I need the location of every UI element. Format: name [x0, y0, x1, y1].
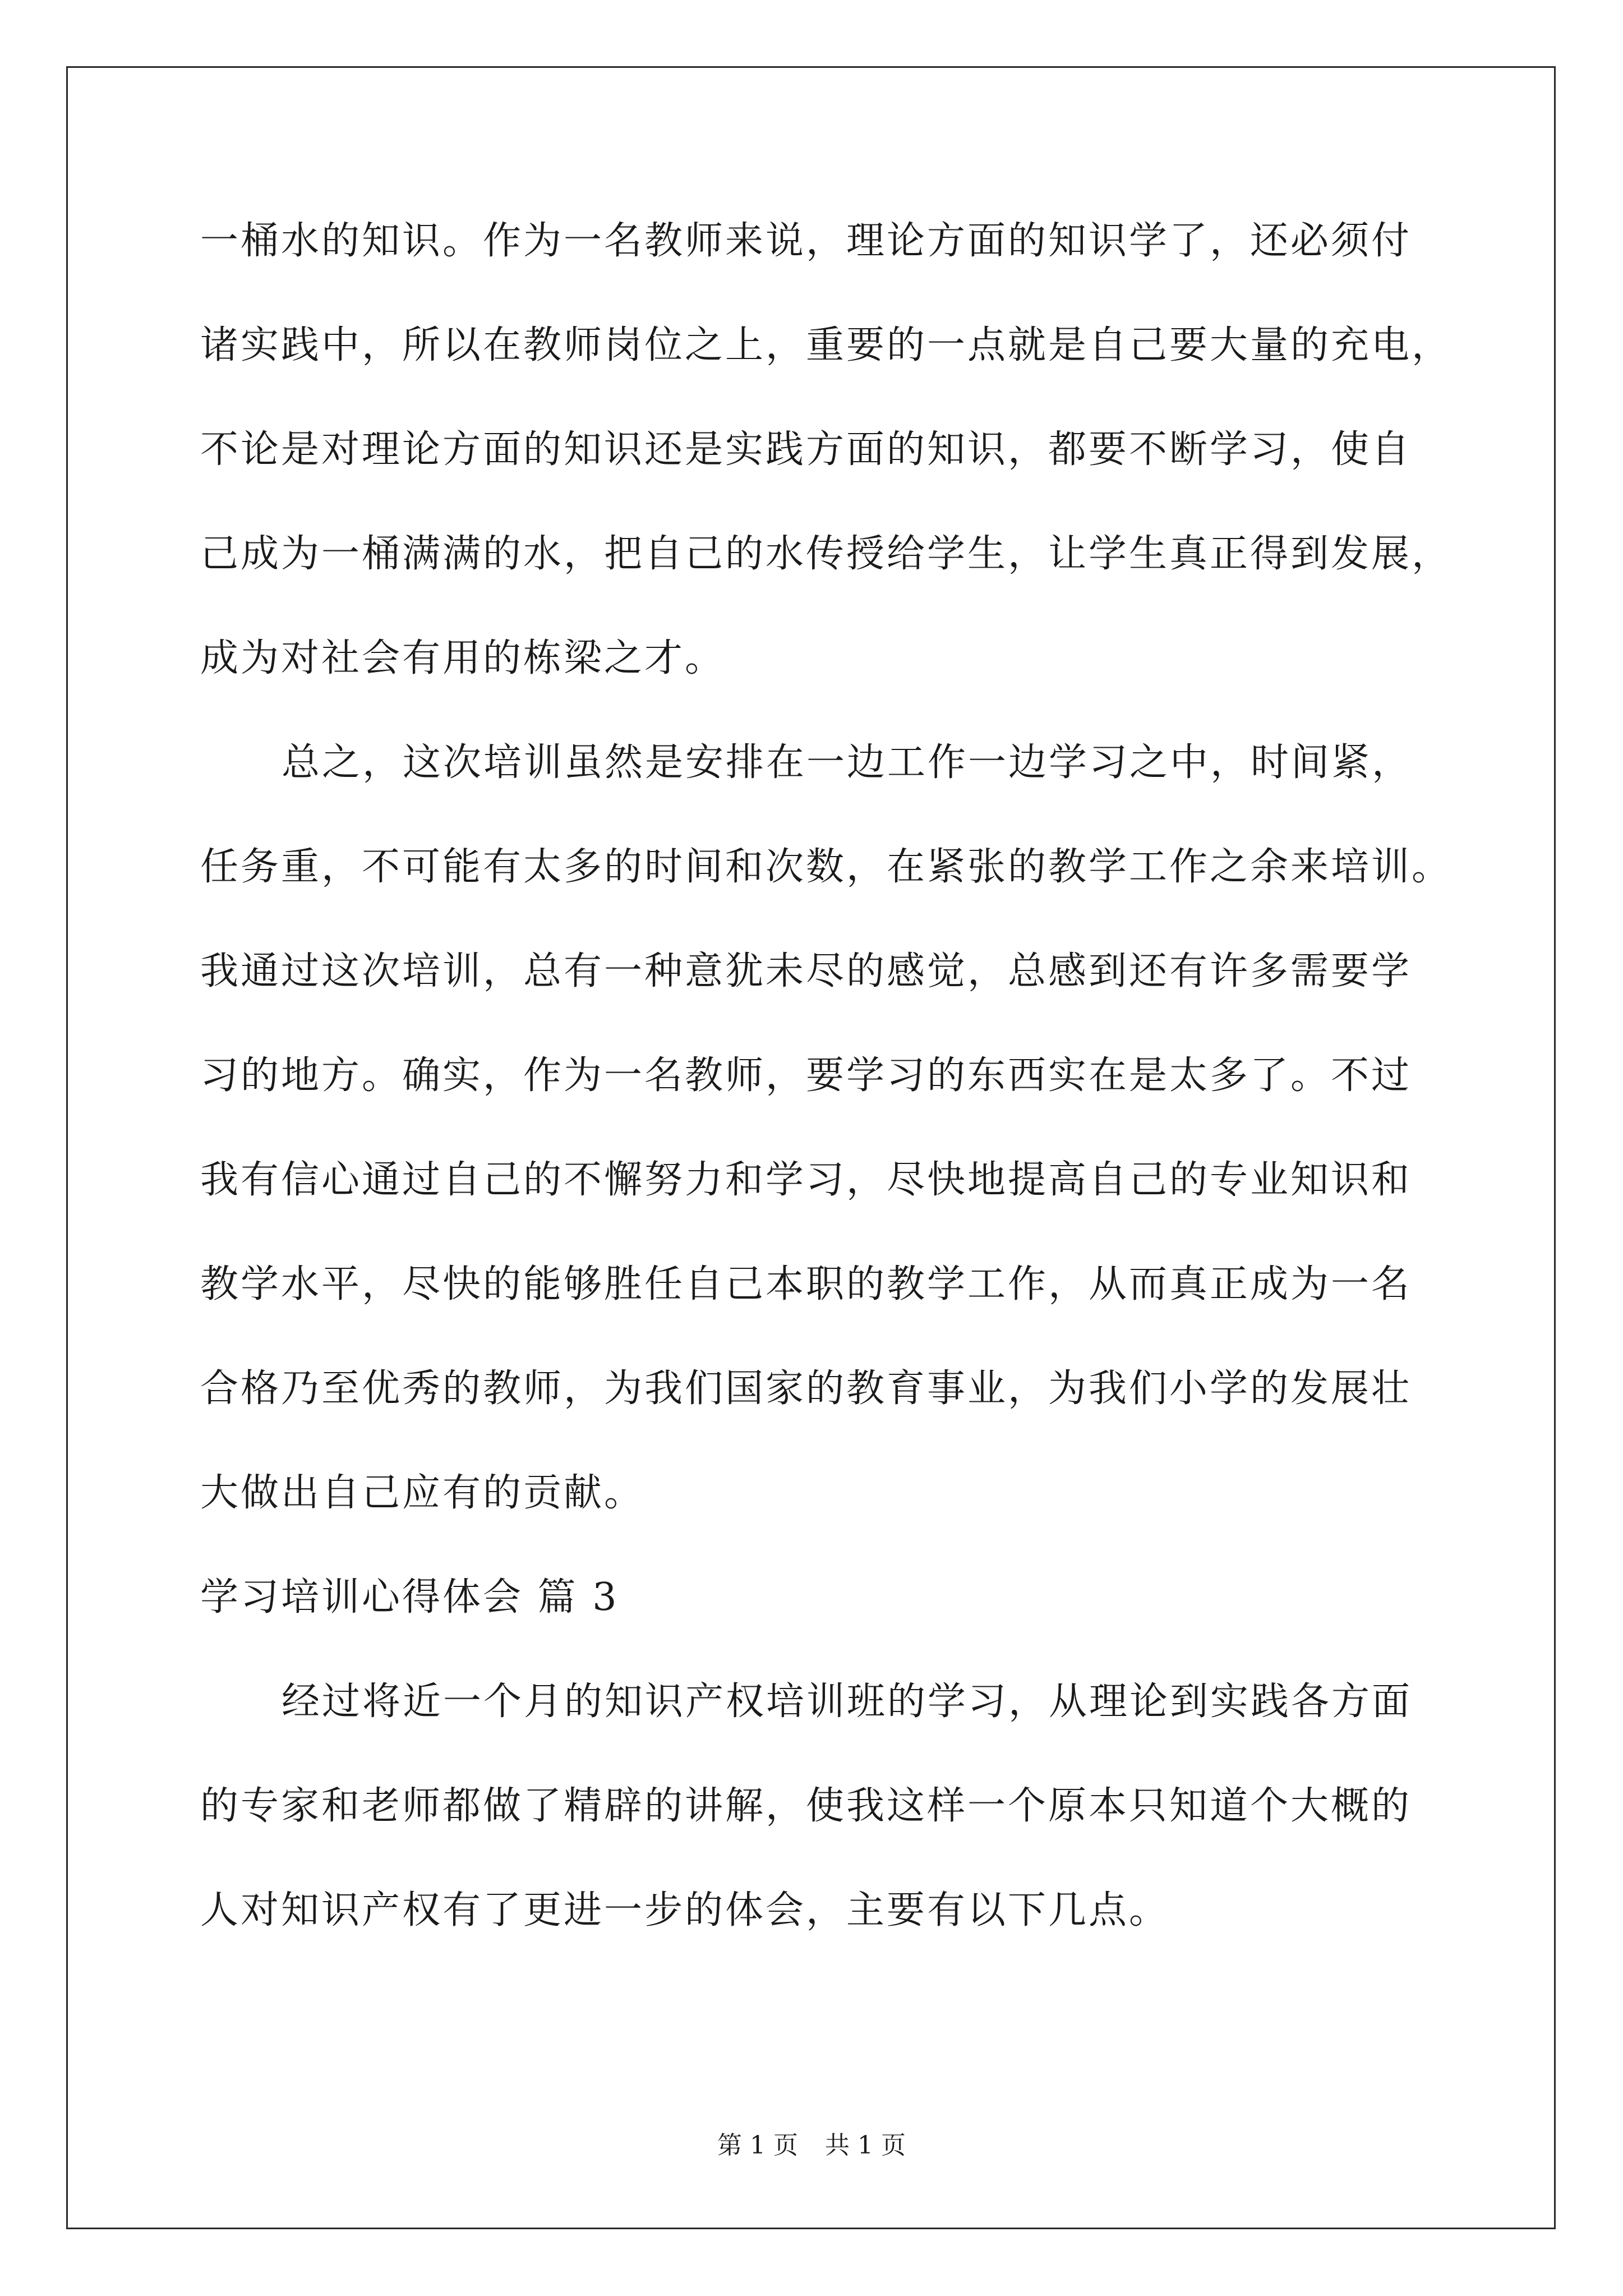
text-line: 我有信心通过自己的不懈努力和学习，尽快地提高自己的专业知识和: [200, 1158, 1412, 1202]
page-total: 共 1 页: [825, 2131, 906, 2160]
text-line: 一桶水的知识。作为一名教师来说，理论方面的知识学了，还必须付: [200, 219, 1412, 263]
text-line: 习的地方。确实，作为一名教师，要学习的东西实在是太多了。不过: [200, 1053, 1412, 1098]
text-line: 己成为一桶满满的水，把自己的水传授给学生，让学生真正得到发展，: [200, 532, 1453, 576]
paragraph-2: [200, 735, 1453, 1570]
text-line: 成为对社会有用的栋梁之才。: [200, 636, 726, 680]
text-line: 大做出自己应有的贡献。: [200, 1471, 645, 1515]
text-line: 诸实践中，所以在教师岗位之上，重要的一点就是自己要大量的充电，: [200, 323, 1453, 367]
paragraph-1: [200, 213, 1453, 735]
text-line: 不论是对理论方面的知识还是实践方面的知识，都要不断学习，使自: [200, 427, 1412, 472]
text-line: 我通过这次培训，总有一种意犹未尽的感觉，总感到还有许多需要学: [200, 949, 1412, 993]
text-line: 教学水平，尽快的能够胜任自己本职的教学工作，从而真正成为一名: [200, 1262, 1412, 1306]
page-number: 第 1 页: [717, 2131, 798, 2160]
text-line: 总之，这次培训虽然是安排在一边工作一边学习之中，时间紧，: [282, 740, 1413, 785]
text-line: 任务重，不可能有太多的时间和次数，在紧张的教学工作之余来培训。: [200, 845, 1453, 889]
page-footer: [0, 2125, 1623, 2161]
paragraph-3: [200, 1674, 1434, 1987]
document-body: [200, 213, 1453, 1987]
text-line: 人对知识产权有了更进一步的体会，主要有以下几点。: [200, 1888, 1170, 1932]
text-line: 合格乃至优秀的教师，为我们国家的教育事业，为我们小学的发展壮: [200, 1366, 1412, 1411]
text-line: 的专家和老师都做了精辟的讲解，使我这样一个原本只知道个大概的: [200, 1784, 1412, 1828]
section-heading: 学习培训心得体会 篇 3: [200, 1575, 619, 1619]
text-line: 经过将近一个月的知识产权培训班的学习，从理论到实践各方面: [282, 1680, 1413, 1724]
